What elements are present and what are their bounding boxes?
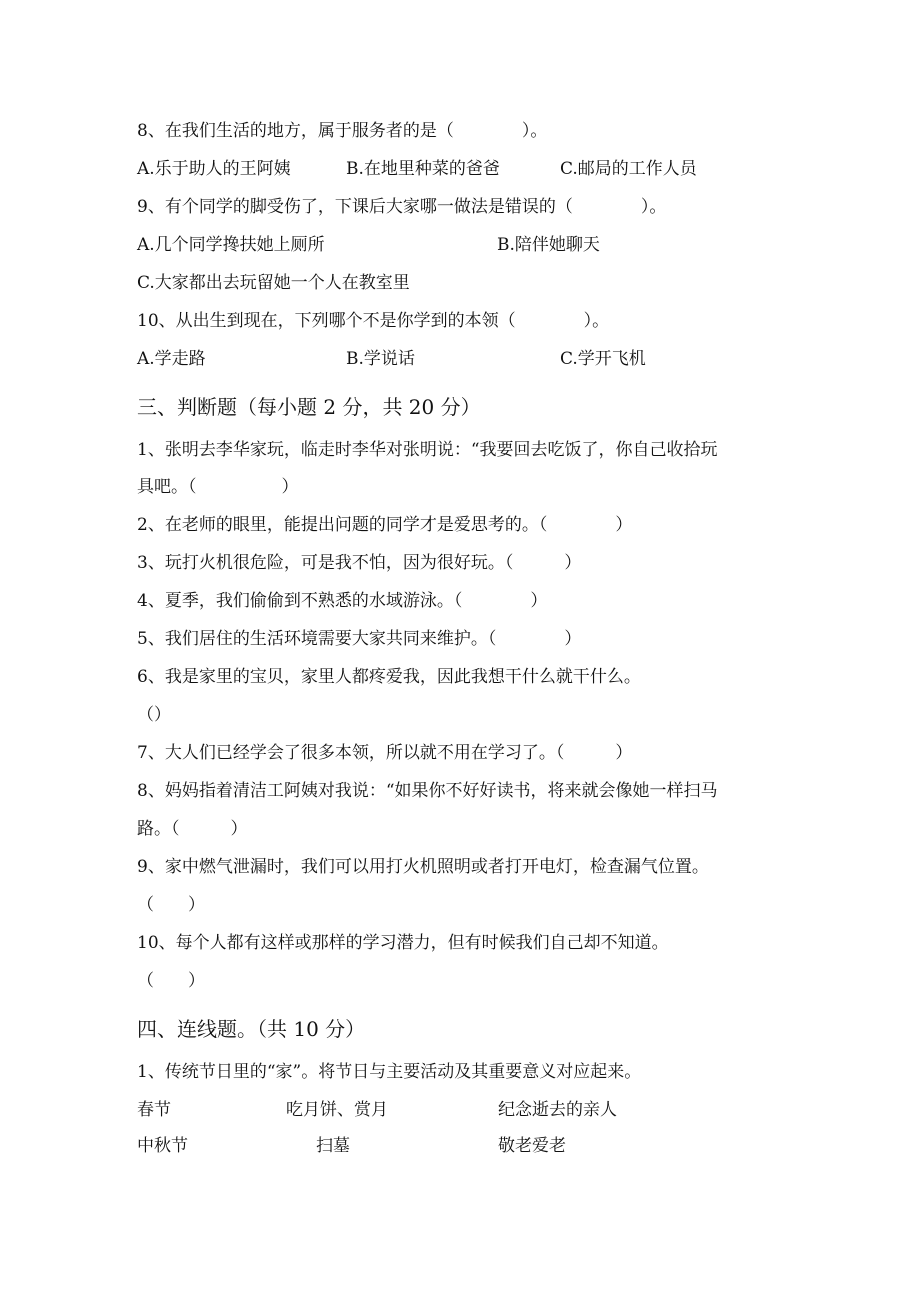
judge-item: 10、每个人都有这样或那样的学习潜力，但有时候我们自己却不知道。	[137, 933, 669, 953]
question-8-stem: 8、在我们生活的地方，属于服务者的是（ ）。	[137, 121, 548, 141]
judge-item: 具吧。（ ）	[137, 477, 299, 497]
match-activity: 扫墓	[316, 1136, 350, 1156]
section-match-heading: 四、连线题。（共 10 分）	[137, 1017, 366, 1041]
judge-item: 8、妈妈指着清洁工阿姨对我说：“如果你不好好读书，将来就会像她一样扫马	[137, 781, 718, 801]
judge-item: 路。（ ）	[137, 819, 248, 839]
judge-item: （）	[137, 705, 171, 725]
q8-option-b: B.在地里种菜的爸爸	[346, 159, 500, 179]
q10-option-c: C.学开飞机	[560, 349, 646, 369]
q10-option-a: A.学走路	[137, 349, 206, 369]
judge-item: 6、我是家里的宝贝，家里人都疼爱我，因此我想干什么就干什么。	[137, 667, 641, 687]
q8-option-a: A.乐于助人的王阿姨	[137, 159, 291, 179]
section-judge-heading: 三、判断题（每小题 2 分，共 20 分）	[137, 395, 481, 419]
judge-item: 7、大人们已经学会了很多本领，所以就不用在学习了。（ ）	[137, 743, 633, 763]
judge-item: 3、玩打火机很危险，可是我不怕，因为很好玩。（ ）	[137, 553, 582, 573]
match-meaning: 敬老爱老	[498, 1136, 566, 1156]
match-activity: 吃月饼、赏月	[286, 1100, 388, 1120]
judge-item: （ ）	[137, 895, 205, 915]
match-festival: 春节	[137, 1100, 171, 1120]
question-10-stem: 10、从出生到现在，下列哪个不是你学到的本领（ ）。	[137, 311, 610, 331]
q10-option-b: B.学说话	[346, 349, 415, 369]
judge-item: 1、张明去李华家玩，临走时李华对张明说：“我要回去吃饭了，你自己收拾玩	[137, 440, 718, 460]
judge-item: 9、家中燃气泄漏时，我们可以用打火机照明或者打开电灯，检查漏气位置。	[137, 857, 709, 877]
q8-option-c: C.邮局的工作人员	[560, 159, 697, 179]
judge-item: 4、夏季，我们偷偷到不熟悉的水域游泳。（ ）	[137, 591, 548, 611]
match-question-1: 1、传统节日里的“家”。将节日与主要活动及其重要意义对应起来。	[137, 1062, 642, 1082]
judge-item: 2、在老师的眼里，能提出问题的同学才是爱思考的。（ ）	[137, 515, 633, 535]
q9-option-b: B.陪伴她聊天	[497, 235, 600, 255]
q9-option-a: A.几个同学搀扶她上厕所	[137, 235, 325, 255]
question-9-stem: 9、有个同学的脚受伤了，下课后大家哪一做法是错误的（ ）。	[137, 197, 667, 217]
judge-item: （ ）	[137, 971, 205, 991]
q9-option-c: C.大家都出去玩留她一个人在教室里	[137, 273, 410, 293]
match-festival: 中秋节	[137, 1136, 188, 1156]
match-meaning: 纪念逝去的亲人	[498, 1100, 617, 1120]
judge-item: 5、我们居住的生活环境需要大家共同来维护。（ ）	[137, 629, 582, 649]
